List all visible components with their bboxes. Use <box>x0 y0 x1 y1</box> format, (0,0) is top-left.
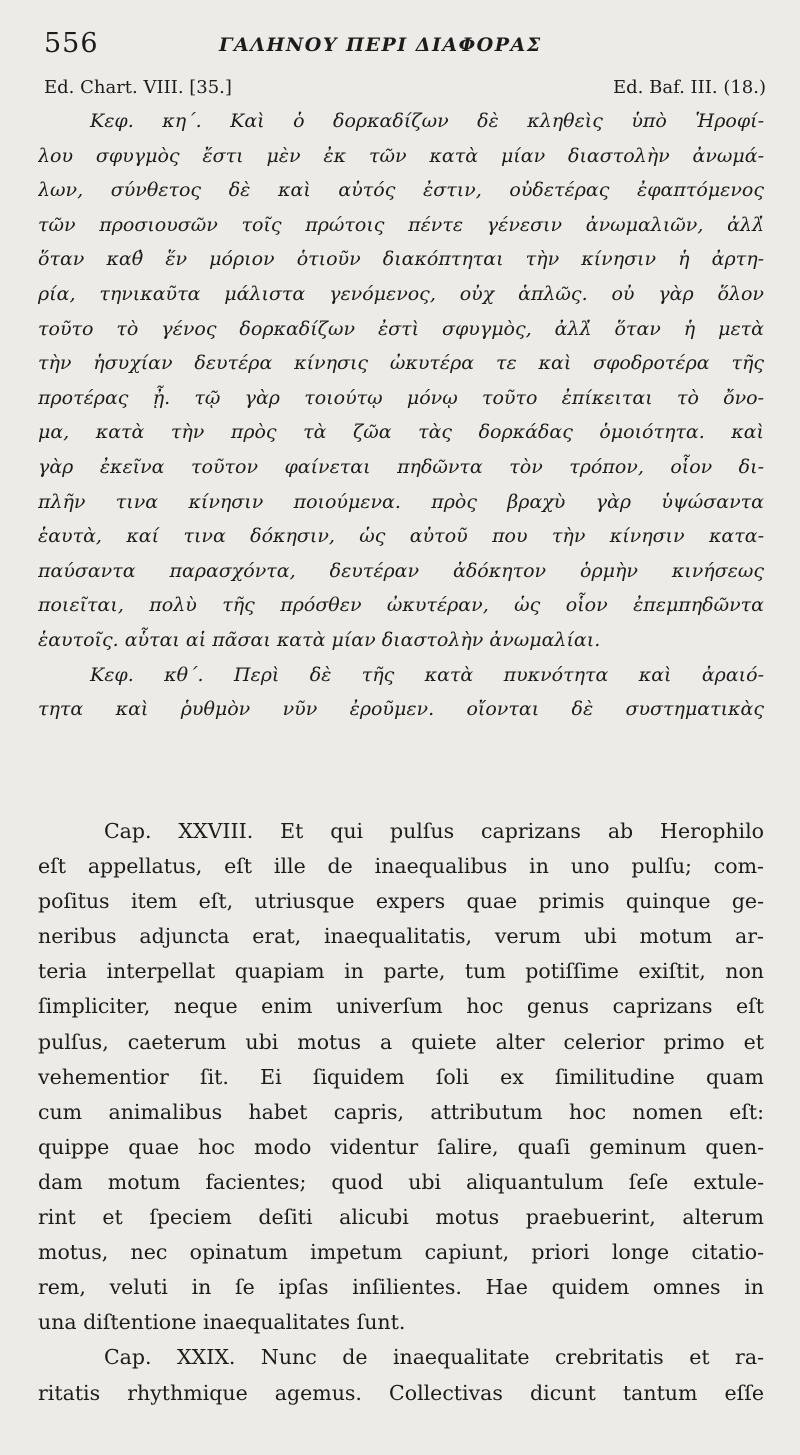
latin-line: poſitus item eſt, utriusque expers quae primis quinque ge- <box>38 889 764 914</box>
greek-line: παύσαντα παρασχόντα, δευτέραν ἀδόκητον ὁρμὴν κινήσεως <box>38 559 764 582</box>
edition-reference-right: Ed. Baf. III. (18.) <box>613 77 766 98</box>
greek-line: πλῆν τινα κίνησιν ποιούμενα. πρὸς βραχὺ γὰρ ὑψώσαντα <box>38 490 764 513</box>
latin-text-block <box>38 814 764 1411</box>
greek-line: γὰρ ἐκεῖνα τοῦτον φαίνεται πηδῶντα τὸν τρόπον, οἷον δι- <box>38 455 764 478</box>
greek-line: λου σφυγμὸς ἔστι μὲν ἐκ τῶν κατὰ μίαν διαστολὴν ἀνωμά- <box>38 144 764 167</box>
greek-line: τὴν ἡσυχίαν δευτέρα κίνησις ὠκυτέρα τε καὶ σφοδροτέρα τῆς <box>38 352 764 375</box>
latin-line: teria interpellat quapiam in parte, tum potiſſime exiſtit, non <box>38 959 764 984</box>
latin-line: una diſtentione inaequalitates ſunt. <box>38 1310 406 1335</box>
greek-text-block <box>38 104 764 727</box>
greek-line: λων, σύνθετος δὲ καὶ αὐτός ἐστιν, οὐδετέρας ἐφαπτόμενος <box>38 179 764 202</box>
greek-line: ρία, τηνικαῦτα μάλιστα γενόμενος, οὐχ ἁπλῶς. οὐ γὰρ ὅλον <box>38 282 764 305</box>
greek-line: προτέρας ᾖ. τῷ γὰρ τοιούτῳ μόνῳ τοῦτο ἐπίκειται τὸ ὄνο- <box>38 386 764 409</box>
page-header <box>44 28 766 68</box>
greek-line: μα, κατὰ τὴν πρὸς τὰ ζῶα τὰς δορκάδας ὁμοιότητα. καὶ <box>38 421 764 444</box>
latin-line: eſt appellatus, eſt ille de inaequalibus in uno pulſu; com- <box>38 854 764 879</box>
latin-line: neribus adjuncta erat, inaequalitatis, verum ubi motum ar- <box>38 924 764 949</box>
edition-references <box>44 77 766 103</box>
page-number: 556 <box>44 28 99 59</box>
running-title: ΓΑΛΗΝΟΥ ΠΕΡΙ ΔΙΑΦΟΡΑΣ <box>219 34 542 56</box>
greek-line: Κεφ. κθ΄. Περὶ δὲ τῆς κατὰ πυκνότητα καὶ ἀραιό- <box>90 663 764 686</box>
greek-line: τῶν προσιουσῶν τοῖς πρώτοις πέντε γένεσιν ἀνωμαλιῶν, ἀλλ̓ <box>38 213 764 236</box>
greek-line: Κεφ. κη΄. Καὶ ὁ δορκαδίζων δὲ κληθεὶς ὑπὸ Ἡροφί- <box>90 110 764 132</box>
latin-line: vehementior ſit. Ei ſiquidem ſoli ex ſimilitudine quam <box>38 1064 764 1089</box>
latin-line: cum animalibus habet capris, attributum hoc nomen eſt: <box>38 1099 764 1124</box>
latin-line: rem, veluti in ſe ipſas inſilientes. Hae quidem omnes in <box>38 1275 764 1300</box>
latin-line: ſimpliciter, neque enim univerſum hoc genus caprizans eſt <box>38 994 764 1019</box>
latin-line: quippe quae hoc modo videntur ſalire, quaſi geminum quen- <box>38 1134 764 1159</box>
latin-line: Cap. XXIX. Nunc de inaequalitate crebritatis et ra- <box>104 1345 764 1370</box>
greek-line: ποιεῖται, πολὺ τῆς πρόσθεν ὠκυτέραν, ὡς οἷον ἐπεμπηδῶντα <box>38 594 764 617</box>
latin-line: pulſus, caeterum ubi motus a quiete alter celerior primo et <box>38 1029 764 1054</box>
greek-line: ἑαυτὰ, καί τινα δόκησιν, ὡς αὐτοῦ που τὴν κίνησιν κατα- <box>38 525 764 548</box>
latin-line: rint et ſpeciem deſiti alicubi motus praebuerint, alterum <box>38 1205 764 1230</box>
latin-line: motus, nec opinatum impetum capiunt, priori longe citatio- <box>38 1240 764 1265</box>
edition-reference-left: Ed. Chart. VIII. [35.] <box>44 77 232 98</box>
greek-line: τοῦτο τὸ γένος δορκαδίζων ἐστὶ σφυγμὸς, ἀλλ̓ ὅταν ἡ μετὰ <box>38 317 764 340</box>
greek-line: ἑαυτοῖς. αὗται αἱ πᾶσαι κατὰ μίαν διαστολὴν ἀνωμαλίαι. <box>38 628 601 651</box>
greek-line: τητα καὶ ῥυθμὸν νῦν ἐροῦμεν. οἴονται δὲ συστηματικὰς <box>38 698 764 721</box>
latin-line: Cap. XXVIII. Et qui pulſus caprizans ab Herophilo <box>104 819 764 843</box>
latin-line: ritatis rhythmique agemus. Collectivas dicunt tantum eſſe <box>38 1380 764 1405</box>
greek-line: ὅταν καθ̓ ἕν μόριον ὁτιοῦν διακόπτηται τὴν κίνησιν ἡ ἀρτη- <box>38 248 764 271</box>
latin-line: dam motum facientes; quod ubi aliquantulum ſeſe extule- <box>38 1169 764 1194</box>
